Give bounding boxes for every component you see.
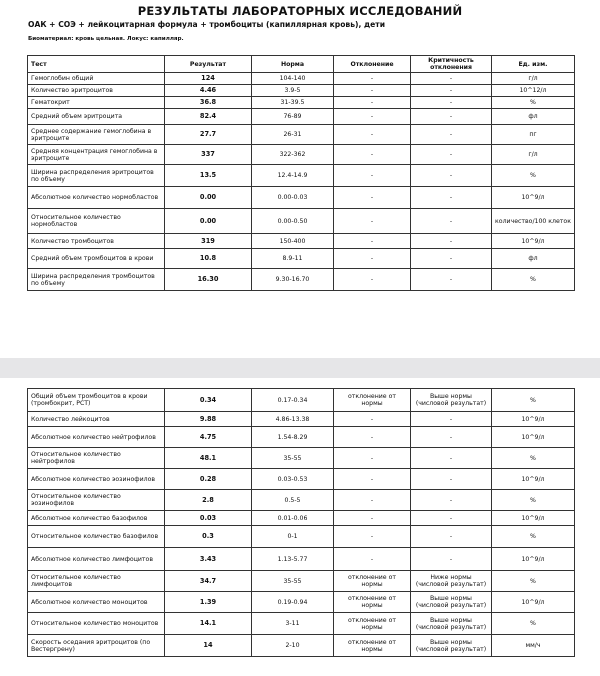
norm-range: 0.00-0.50 [252, 209, 334, 234]
table-row [28, 490, 575, 511]
result-value: 337 [165, 145, 252, 165]
norm-range: 2-10 [252, 635, 334, 657]
test-name: Количество тромбоцитов [28, 234, 165, 249]
criticality-text: Выше нормы (числовой результат) [411, 613, 492, 635]
norm-range: 35-55 [252, 448, 334, 469]
results-table-page-1 [27, 55, 575, 291]
test-name: Абсолютное количество лимфоцитов [28, 548, 165, 571]
table-row [28, 427, 575, 448]
result-value: 0.03 [165, 511, 252, 526]
table-row [28, 412, 575, 427]
table-row [28, 511, 575, 526]
header-result: Результат [165, 56, 252, 73]
result-value: 0.00 [165, 209, 252, 234]
report-page-2 [0, 378, 600, 676]
criticality-text: - [411, 234, 492, 249]
table-row [28, 635, 575, 657]
deviation-text: - [334, 145, 411, 165]
table-row [28, 97, 575, 109]
norm-range: 0.5-5 [252, 490, 334, 511]
norm-range: 150-400 [252, 234, 334, 249]
unit-text: % [492, 526, 575, 548]
result-value: 0.00 [165, 187, 252, 209]
test-name: Относительное количество нейтрофилов [28, 448, 165, 469]
result-value: 124 [165, 73, 252, 85]
criticality-text: Ниже нормы (числовой результат) [411, 571, 492, 592]
unit-text: г/л [492, 73, 575, 85]
test-name: Относительное количество базофилов [28, 526, 165, 548]
test-name: Ширина распределения тромбоцитов по объему [28, 269, 165, 291]
unit-text: фл [492, 109, 575, 125]
header-deviation: Отклонение [334, 56, 411, 73]
deviation-text: - [334, 269, 411, 291]
table-row [28, 234, 575, 249]
result-value: 14 [165, 635, 252, 657]
deviation-text: - [334, 125, 411, 145]
unit-text: 10^9/л [492, 469, 575, 490]
deviation-text: - [334, 249, 411, 269]
result-value: 13.5 [165, 165, 252, 187]
test-name: Гематокрит [28, 97, 165, 109]
criticality-text: - [411, 85, 492, 97]
norm-range: 1.54-8.29 [252, 427, 334, 448]
unit-text: % [492, 490, 575, 511]
header-norm: Норма [252, 56, 334, 73]
table-row [28, 85, 575, 97]
result-value: 0.34 [165, 389, 252, 412]
results-table-page-2 [27, 388, 575, 657]
deviation-text: отклонение от нормы [334, 592, 411, 613]
norm-range: 4.86-13.38 [252, 412, 334, 427]
deviation-text: - [334, 165, 411, 187]
table-row [28, 469, 575, 490]
header-criticality: Критичность отклонения [411, 56, 492, 73]
result-value: 0.3 [165, 526, 252, 548]
result-value: 34.7 [165, 571, 252, 592]
deviation-text: - [334, 85, 411, 97]
test-name: Абсолютное количество эозинофилов [28, 469, 165, 490]
unit-text: 10^9/л [492, 234, 575, 249]
unit-text: количество/100 клеток [492, 209, 575, 234]
norm-range: 0.17-0.34 [252, 389, 334, 412]
header-unit: Ед. изм. [492, 56, 575, 73]
table-row [28, 109, 575, 125]
criticality-text: - [411, 490, 492, 511]
report-subtitle: ОАК + СОЭ + лейкоцитарная формула + тромбоциты (капиллярная кровь), дети [28, 20, 386, 29]
norm-range: 3-11 [252, 613, 334, 635]
norm-range: 3.9-5 [252, 85, 334, 97]
test-name: Ширина распределения эритроцитов по объему [28, 165, 165, 187]
criticality-text: - [411, 427, 492, 448]
test-name: Гемоглобин общий [28, 73, 165, 85]
norm-range: 0-1 [252, 526, 334, 548]
norm-range: 26-31 [252, 125, 334, 145]
norm-range: 322-362 [252, 145, 334, 165]
test-name: Среднее содержание гемоглобина в эритроците [28, 125, 165, 145]
criticality-text: - [411, 187, 492, 209]
unit-text: % [492, 613, 575, 635]
unit-text: % [492, 97, 575, 109]
table-header-row [28, 56, 575, 73]
test-name: Относительное количество эозинофилов [28, 490, 165, 511]
table-row [28, 571, 575, 592]
criticality-text: - [411, 109, 492, 125]
deviation-text: - [334, 109, 411, 125]
deviation-text: - [334, 490, 411, 511]
table-row [28, 165, 575, 187]
result-value: 10.8 [165, 249, 252, 269]
deviation-text: - [334, 234, 411, 249]
test-name: Абсолютное количество моноцитов [28, 592, 165, 613]
unit-text: пг [492, 125, 575, 145]
norm-range: 76-89 [252, 109, 334, 125]
result-value: 14.1 [165, 613, 252, 635]
report-title: РЕЗУЛЬТАТЫ ЛАБОРАТОРНЫХ ИССЛЕДОВАНИЙ [137, 4, 463, 18]
norm-range: 35-55 [252, 571, 334, 592]
unit-text: 10^9/л [492, 427, 575, 448]
unit-text: 10^9/л [492, 187, 575, 209]
deviation-text: - [334, 526, 411, 548]
result-value: 16.30 [165, 269, 252, 291]
unit-text: г/л [492, 145, 575, 165]
criticality-text: - [411, 165, 492, 187]
table-row [28, 269, 575, 291]
deviation-text: отклонение от нормы [334, 389, 411, 412]
criticality-text: - [411, 526, 492, 548]
unit-text: % [492, 571, 575, 592]
result-value: 36.8 [165, 97, 252, 109]
criticality-text: - [411, 469, 492, 490]
result-value: 319 [165, 234, 252, 249]
deviation-text: отклонение от нормы [334, 635, 411, 657]
test-name: Количество эритроцитов [28, 85, 165, 97]
table-row [28, 187, 575, 209]
test-name: Относительное количество лимфоцитов [28, 571, 165, 592]
norm-range: 9.30-16.70 [252, 269, 334, 291]
deviation-text: - [334, 469, 411, 490]
norm-range: 0.19-0.94 [252, 592, 334, 613]
result-value: 3.43 [165, 548, 252, 571]
deviation-text: - [334, 427, 411, 448]
deviation-text: - [334, 511, 411, 526]
test-name: Средняя концентрация гемоглобина в эритроците [28, 145, 165, 165]
criticality-text: - [411, 73, 492, 85]
deviation-text: отклонение от нормы [334, 613, 411, 635]
test-name: Средний объем эритроцита [28, 109, 165, 125]
test-name: Относительное количество нормобластов [28, 209, 165, 234]
table-row [28, 548, 575, 571]
deviation-text: - [334, 97, 411, 109]
test-name: Абсолютное количество базофилов [28, 511, 165, 526]
test-name: Относительное количество моноцитов [28, 613, 165, 635]
result-value: 82.4 [165, 109, 252, 125]
criticality-text: - [411, 125, 492, 145]
table-row [28, 209, 575, 234]
unit-text: 10^9/л [492, 412, 575, 427]
norm-range: 104-140 [252, 73, 334, 85]
header-test: Тест [28, 56, 165, 73]
table-row [28, 145, 575, 165]
criticality-text: Выше нормы (числовой результат) [411, 389, 492, 412]
unit-text: фл [492, 249, 575, 269]
deviation-text: - [334, 187, 411, 209]
criticality-text: - [411, 448, 492, 469]
table-row [28, 526, 575, 548]
criticality-text: - [411, 145, 492, 165]
unit-text: % [492, 448, 575, 469]
norm-range: 0.00-0.03 [252, 187, 334, 209]
table-row [28, 448, 575, 469]
table-row [28, 125, 575, 145]
test-name: Средний объем тромбоцитов в крови [28, 249, 165, 269]
deviation-text: - [334, 548, 411, 571]
test-name: Абсолютное количество нормобластов [28, 187, 165, 209]
criticality-text: - [411, 269, 492, 291]
criticality-text: - [411, 249, 492, 269]
deviation-text: - [334, 448, 411, 469]
table-row [28, 592, 575, 613]
norm-range: 12.4-14.9 [252, 165, 334, 187]
criticality-text: - [411, 97, 492, 109]
test-name: Скорость оседания эритроцитов (по Вестергрену) [28, 635, 165, 657]
unit-text: 10^9/л [492, 511, 575, 526]
test-name: Количество лейкоцитов [28, 412, 165, 427]
criticality-text: - [411, 511, 492, 526]
criticality-text: Выше нормы (числовой результат) [411, 635, 492, 657]
biomaterial-note: Биоматериал: кровь цельная. Локус: капилляр. [28, 36, 184, 42]
norm-range: 0.03-0.53 [252, 469, 334, 490]
result-value: 9.88 [165, 412, 252, 427]
unit-text: % [492, 165, 575, 187]
norm-range: 8.9-11 [252, 249, 334, 269]
result-value: 2.8 [165, 490, 252, 511]
unit-text: 10^9/л [492, 548, 575, 571]
table-row [28, 249, 575, 269]
criticality-text: - [411, 412, 492, 427]
result-value: 27.7 [165, 125, 252, 145]
criticality-text: - [411, 209, 492, 234]
unit-text: 10^12/л [492, 85, 575, 97]
deviation-text: - [334, 73, 411, 85]
norm-range: 0.01-0.06 [252, 511, 334, 526]
unit-text: % [492, 269, 575, 291]
deviation-text: - [334, 412, 411, 427]
result-value: 1.39 [165, 592, 252, 613]
result-value: 4.75 [165, 427, 252, 448]
deviation-text: - [334, 209, 411, 234]
result-value: 48.1 [165, 448, 252, 469]
table-row [28, 73, 575, 85]
criticality-text: - [411, 548, 492, 571]
page-separator [0, 358, 600, 378]
unit-text: мм/ч [492, 635, 575, 657]
test-name: Общий объем тромбоцитов в крови (тромбокрит, PCT) [28, 389, 165, 412]
unit-text: 10^9/л [492, 592, 575, 613]
norm-range: 31-39.5 [252, 97, 334, 109]
norm-range: 1.13-5.77 [252, 548, 334, 571]
criticality-text: Выше нормы (числовой результат) [411, 592, 492, 613]
unit-text: % [492, 389, 575, 412]
result-value: 4.46 [165, 85, 252, 97]
result-value: 0.28 [165, 469, 252, 490]
deviation-text: отклонение от нормы [334, 571, 411, 592]
test-name: Абсолютное количество нейтрофилов [28, 427, 165, 448]
table-row [28, 613, 575, 635]
table-row [28, 389, 575, 412]
